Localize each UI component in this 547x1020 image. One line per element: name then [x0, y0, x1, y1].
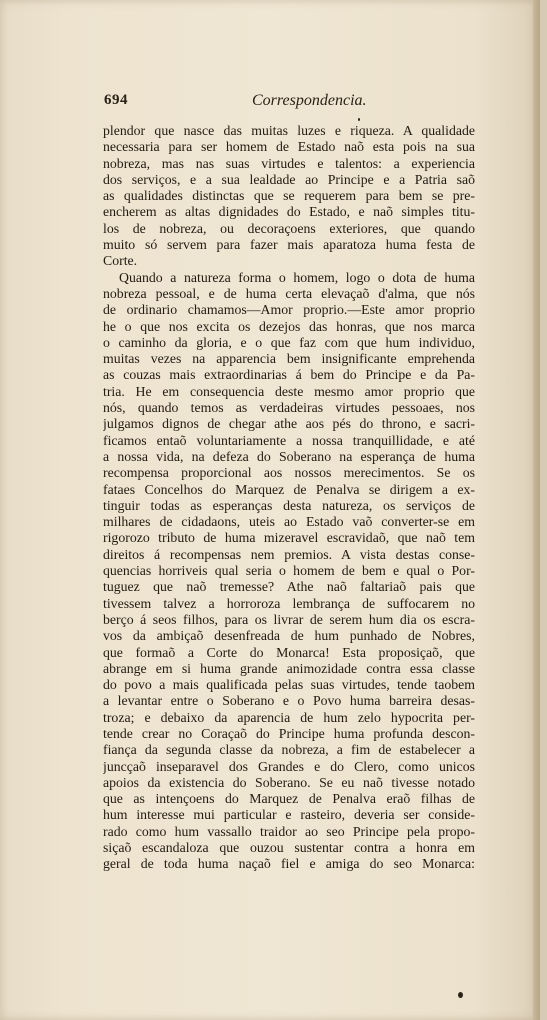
text-line: Quando a natureza forma o homem, logo o dota de huma	[119, 269, 475, 285]
text-line: recompensa proporcional aos nossos merecimentos. Se os	[103, 465, 475, 481]
text-line: he o que nos excita os dezejos das honras, que nos marca	[103, 318, 475, 334]
text-line: rigorozo tributo de huma mizeravel escravidaõ, que naõ tem	[103, 530, 475, 546]
text-line: muitas vezes na apparencia bem insignificante emprehenda	[103, 351, 475, 367]
text-line: nobreza, mas nas suas virtudes e talentos: a experiencia	[103, 155, 475, 171]
text-line: nobreza pessoal, e de huma certa elevaçaõ d'alma, que nós	[103, 285, 475, 301]
text-line: que as intençoens do Marquez de Penalva eraõ filhas de	[103, 791, 475, 807]
text-line: rado como hum vassallo traidor ao seo Principe pela propo-	[103, 823, 475, 839]
text-line: tria. He em consequencia deste mesmo amor proprio que	[103, 383, 475, 399]
text-line: do povo a mais qualificada pelas suas virtudes, tende taobem	[103, 677, 475, 693]
text-line: encherem as altas dignidades do Estado, e naõ simples titu-	[103, 204, 475, 220]
text-line: tinguir todas as esperanças desta natureza, os serviços de	[103, 497, 475, 513]
text-line: juncçaõ inseparavel dos Grandes e do Clero, como unicos	[103, 758, 475, 774]
text-line: de ordinario chamamos—Amor proprio.—Este amor proprio	[103, 302, 475, 318]
text-line: plendor que nasce das muitas luzes e riqueza. A qualidade	[103, 123, 475, 138]
text-line: as qualidades distinctas que se requerem para bem se pre-	[103, 188, 475, 204]
text-line: necessaria para ser homem de Estado naõ esta pois na sua	[103, 139, 475, 155]
page-header	[104, 92, 474, 112]
running-title: Correspondencia.	[252, 92, 367, 109]
text-line: nós, quando temos as verdadeiras virtudes pessoaes, nos	[103, 400, 475, 416]
text-line: fiança da segunda classe da nobreza, a fim de estabelecer a	[103, 742, 475, 758]
text-line: geral de toda huma naçaõ fiel e amiga do seo Monarca:	[103, 856, 475, 872]
text-line: tende crear no Coraçaõ do Principe huma profunda descon-	[103, 725, 475, 741]
text-line: hum interesse mui particular e rasteiro, deveria ser conside-	[103, 807, 475, 823]
page-edge	[533, 0, 540, 1020]
text-line: direitos á recompensas nem premios. A vista destas conse-	[103, 546, 475, 562]
text-line: ficamos entaõ voluntariamente a nossa tranquillidade, e até	[103, 432, 475, 448]
text-line: quencias horriveis qual seria o homem de bem e qual o Por-	[103, 563, 475, 579]
text-line: dos serviços, e a sua lealdade ao Principe e a Patria saõ	[103, 171, 475, 187]
text-line: fataes Concelhos do Marquez de Penalva se dirigem a ex-	[103, 481, 475, 497]
text-line: julgamos dignos de chegar athe aos pés do throno, e sacri-	[103, 416, 475, 432]
ink-speck	[358, 118, 360, 121]
text-line: milhares de cidadaons, uteis ao Estado vaõ converter-se em	[103, 514, 475, 530]
text-line: o caminho da gloria, e o que faz com que hum individuo,	[103, 334, 475, 350]
text-line: tivessem talvez a horroroza lembrança de suffocarem no	[103, 595, 475, 611]
body-text	[103, 123, 475, 873]
text-line: a nossa vida, na defeza do Soberano na esperança de huma	[103, 448, 475, 464]
text-line: berço á seos filhos, para os livrar de serem hum dia os escra-	[103, 611, 475, 627]
page-number: 694	[104, 92, 128, 108]
text-line: que formaõ a Corte do Monarca! Esta proposiçaõ, que	[103, 644, 475, 660]
text-line: apoios da existencia do Soberano. Se eu naõ tivesse notado	[103, 774, 475, 790]
text-line: muito só servem para fazer mais aparatoza huma festa de	[103, 237, 475, 253]
text-line: troza; e debaixo da aparencia de hum zelo hypocrita per-	[103, 709, 475, 725]
ink-speck	[458, 992, 463, 998]
text-line: los de nobreza, ou decoraçoens exteriores, que quando	[103, 220, 475, 236]
text-line: a levantar entre o Soberano e o Povo huma barreira desas-	[103, 693, 475, 709]
text-line: tuguez que naõ tremesse? Athe naõ faltariaõ pais que	[103, 579, 475, 595]
text-line: vos da ambiçaõ desenfreada de hum punhado de Nobres,	[103, 628, 475, 644]
text-line: Corte.	[103, 253, 138, 269]
text-line: siçaõ escandaloza que ouzou sustentar contra a honra em	[103, 840, 475, 856]
text-line: as couzas mais extraordinarias á bem do Principe e da Pa-	[103, 367, 475, 383]
text-line: abrange em si huma grande animozidade contra essa classe	[103, 660, 475, 676]
